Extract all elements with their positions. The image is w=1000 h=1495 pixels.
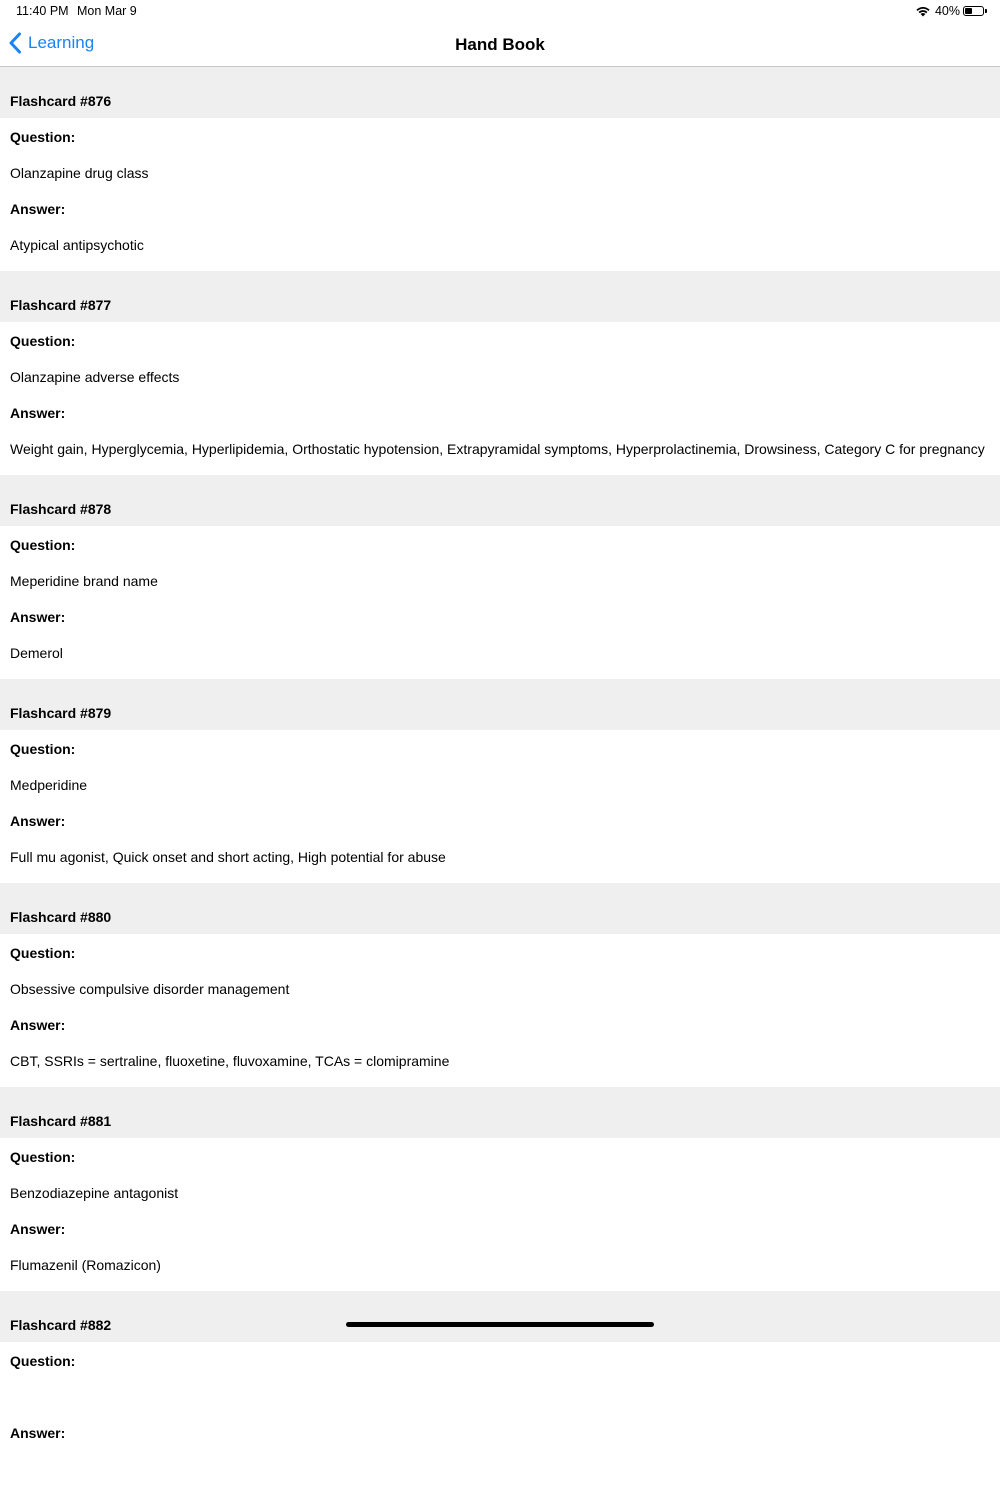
flashcard	[0, 67, 1000, 271]
question-text: Benzodiazepine antagonist	[10, 1185, 179, 1201]
flashcard-title: Flashcard #881	[10, 1113, 112, 1129]
flashcard-body	[0, 1138, 1000, 1291]
flashcard	[0, 1087, 1000, 1291]
flashcard	[0, 271, 1000, 475]
question-text: Obsessive compulsive disorder management	[10, 981, 290, 997]
flashcard-body	[0, 526, 1000, 679]
status-bar	[0, 0, 1000, 24]
answer-text: Demerol	[10, 645, 63, 661]
flashcard	[0, 883, 1000, 1087]
question-text	[10, 1378, 990, 1414]
flashcard-body	[0, 118, 1000, 271]
question-label: Question:	[10, 1149, 76, 1165]
answer-text: CBT, SSRIs = sertraline, fluoxetine, fluvoxamine, TCAs = clomipramine	[10, 1053, 450, 1069]
question-text: Olanzapine drug class	[10, 165, 149, 181]
question-label: Question:	[10, 741, 76, 757]
flashcard-header	[0, 1291, 1000, 1342]
flashcard	[0, 679, 1000, 883]
flashcard-body	[0, 730, 1000, 883]
answer-text	[10, 1450, 990, 1495]
answer-text: Full mu agonist, Quick onset and short acting, High potential for abuse	[10, 849, 446, 865]
flashcard-body	[0, 934, 1000, 1087]
flashcard-body	[0, 1342, 1000, 1495]
flashcard-header	[0, 475, 1000, 526]
flashcard-header	[0, 67, 1000, 118]
page-title: Hand Book	[455, 35, 545, 54]
navigation-bar	[0, 24, 1000, 67]
flashcard-header	[0, 1087, 1000, 1138]
flashcard-title: Flashcard #878	[10, 501, 112, 517]
flashcard-header	[0, 883, 1000, 934]
flashcard-title: Flashcard #876	[10, 93, 112, 109]
flashcard-title: Flashcard #882	[10, 1317, 112, 1333]
question-text: Meperidine brand name	[10, 573, 158, 589]
wifi-icon	[915, 5, 931, 17]
answer-label: Answer:	[10, 201, 66, 217]
flashcard-header	[0, 271, 1000, 322]
question-label: Question:	[10, 945, 76, 961]
answer-text: Atypical antipsychotic	[10, 237, 144, 253]
flashcard-title: Flashcard #877	[10, 297, 112, 313]
home-indicator	[346, 1322, 654, 1327]
flashcard-body	[0, 322, 1000, 475]
answer-label: Answer:	[10, 813, 66, 829]
answer-label: Answer:	[10, 1017, 66, 1033]
question-label: Question:	[10, 333, 76, 349]
status-date: Mon Mar 9	[77, 4, 137, 18]
question-label: Question:	[10, 537, 76, 553]
answer-text: Flumazenil (Romazicon)	[10, 1257, 161, 1273]
flashcard-list[interactable]	[0, 67, 1000, 1495]
question-text: Olanzapine adverse effects	[10, 369, 180, 385]
question-label: Question:	[10, 129, 76, 145]
answer-label: Answer:	[10, 1425, 66, 1441]
answer-label: Answer:	[10, 405, 66, 421]
back-button-label: Learning	[28, 33, 95, 52]
answer-text: Weight gain, Hyperglycemia, Hyperlipidemia, Orthostatic hypotension, Extrapyramidal symptoms, Hyperprolactinemia, Drowsiness, Category C for pregnancy	[10, 441, 985, 457]
flashcard	[0, 475, 1000, 679]
answer-label: Answer:	[10, 1221, 66, 1237]
flashcard-header	[0, 679, 1000, 730]
battery-fill	[965, 8, 972, 14]
battery-percent: 40%	[934, 4, 960, 18]
question-text: Medperidine	[10, 777, 88, 793]
flashcard-title: Flashcard #879	[10, 705, 112, 721]
status-indicators	[915, 4, 984, 18]
question-label: Question:	[10, 1353, 76, 1369]
answer-label: Answer:	[10, 609, 66, 625]
battery-icon	[963, 6, 984, 16]
status-time: 11:40 PM	[16, 4, 69, 18]
flashcard-title: Flashcard #880	[10, 909, 112, 925]
